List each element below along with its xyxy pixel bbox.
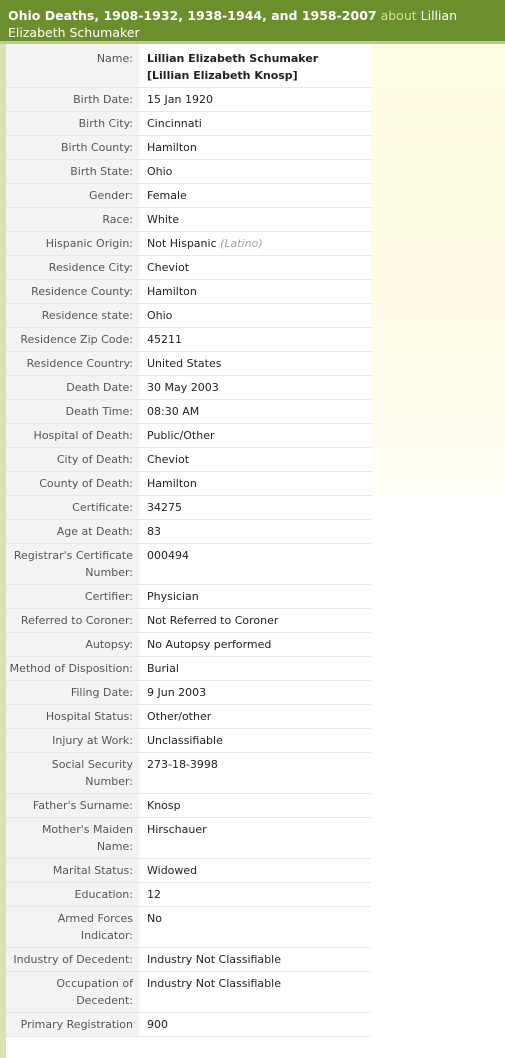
about-label: about [380,8,417,23]
field-value [139,232,371,256]
field-label: Birth City: [6,112,139,136]
record-row [6,400,371,424]
field-value: Ohio [139,160,371,184]
field-value: 15 Jan 1920 [139,88,371,112]
field-value: Unclassifiable [139,729,371,753]
record-row [6,424,371,448]
record-row [6,633,371,657]
record-row-name [6,44,371,88]
record-row [6,1013,371,1037]
record-row [6,883,371,907]
field-label: Registrar's Certificate Number: [6,544,139,585]
field-value: Industry Not Classifiable [139,972,371,1013]
hispanic-origin-note: (Latino) [220,237,263,250]
field-label: Method of Disposition: [6,657,139,681]
field-value: 83 [139,520,371,544]
record-title-bar [0,0,505,44]
field-value: Physician [139,585,371,609]
field-value: 900 [139,1013,371,1037]
field-label: Father's Surname: [6,794,139,818]
record-row [6,328,371,352]
field-value: Knosp [139,794,371,818]
collection-title: Ohio Deaths, 1908-1932, 1938-1944, and 1958-2007 [8,8,377,23]
field-label: Death Date: [6,376,139,400]
record-row [6,907,371,948]
field-label: Residence state: [6,304,139,328]
field-label: Social Security Number: [6,753,139,794]
record-row [6,184,371,208]
record-row [6,232,371,256]
field-value: Hamilton [139,472,371,496]
field-label: Death Time: [6,400,139,424]
record-row [6,88,371,112]
record-row [6,280,371,304]
field-label: Occupation of Decedent: [6,972,139,1013]
record-row [6,657,371,681]
record-row [6,472,371,496]
hispanic-origin-value: Not Hispanic [147,237,217,250]
field-value: Burial [139,657,371,681]
field-label: Marital Status: [6,859,139,883]
field-label: Education: [6,883,139,907]
record-row [6,112,371,136]
person-name-title: Lillian Elizabeth Schumaker [8,8,458,40]
record-row [6,376,371,400]
record-row [6,160,371,184]
field-label: Hospital of Death: [6,424,139,448]
field-value: Cincinnati [139,112,371,136]
field-label: Certificate: [6,496,139,520]
record-row [6,136,371,160]
field-label: Armed Forces Indicator: [6,907,139,948]
field-label: Injury at Work: [6,729,139,753]
record-row [6,609,371,633]
field-value: Widowed [139,859,371,883]
field-label: Birth State: [6,160,139,184]
side-panel-background [371,44,505,496]
record-row [6,496,371,520]
record-row [6,208,371,232]
field-label: County of Death: [6,472,139,496]
field-value: Hamilton [139,280,371,304]
field-label: Autopsy: [6,633,139,657]
field-value: 45211 [139,328,371,352]
field-value: No [139,907,371,948]
field-value: 9 Jun 2003 [139,681,371,705]
field-label: Filing Date: [6,681,139,705]
field-value: Other/other [139,705,371,729]
field-label: Residence Zip Code: [6,328,139,352]
record-row [6,948,371,972]
field-value: 34275 [139,496,371,520]
field-value: Cheviot [139,256,371,280]
person-alt-name: [Lillian Elizabeth Knosp] [147,69,298,82]
record-row [6,818,371,859]
field-label: Birth County: [6,136,139,160]
record-row [6,681,371,705]
record-details-table [6,44,371,1037]
field-label: Gender: [6,184,139,208]
field-value: Hirschauer [139,818,371,859]
record-row [6,729,371,753]
record-row [6,256,371,280]
field-label: Industry of Decedent: [6,948,139,972]
field-label: Hospital Status: [6,705,139,729]
field-label: City of Death: [6,448,139,472]
record-row [6,448,371,472]
record-row [6,585,371,609]
field-value: Not Referred to Coroner [139,609,371,633]
record-row [6,705,371,729]
field-value: 08:30 AM [139,400,371,424]
field-value: Ohio [139,304,371,328]
field-value: No Autopsy performed [139,633,371,657]
field-label: Certifier: [6,585,139,609]
field-value: United States [139,352,371,376]
field-label: Age at Death: [6,520,139,544]
field-label: Race: [6,208,139,232]
field-label: Primary Registration [6,1013,139,1037]
field-value: 30 May 2003 [139,376,371,400]
field-label: Mother's Maiden Name: [6,818,139,859]
field-value: Hamilton [139,136,371,160]
field-value [139,44,371,88]
record-row [6,520,371,544]
field-label: Hispanic Origin: [6,232,139,256]
field-label: Name: [6,44,139,88]
field-value: White [139,208,371,232]
field-label: Residence Country: [6,352,139,376]
record-row [6,794,371,818]
field-value: Public/Other [139,424,371,448]
field-value: 273-18-3998 [139,753,371,794]
field-value: 12 [139,883,371,907]
field-label: Residence County: [6,280,139,304]
field-value: Industry Not Classifiable [139,948,371,972]
record-row [6,972,371,1013]
record-row [6,753,371,794]
record-row [6,859,371,883]
field-label: Referred to Coroner: [6,609,139,633]
field-label: Birth Date: [6,88,139,112]
field-value: Female [139,184,371,208]
person-name: Lillian Elizabeth Schumaker [147,52,319,65]
field-value: Cheviot [139,448,371,472]
field-value: 000494 [139,544,371,585]
field-label: Residence City: [6,256,139,280]
record-row [6,544,371,585]
record-row [6,304,371,328]
record-frame [0,44,505,1058]
record-row [6,352,371,376]
